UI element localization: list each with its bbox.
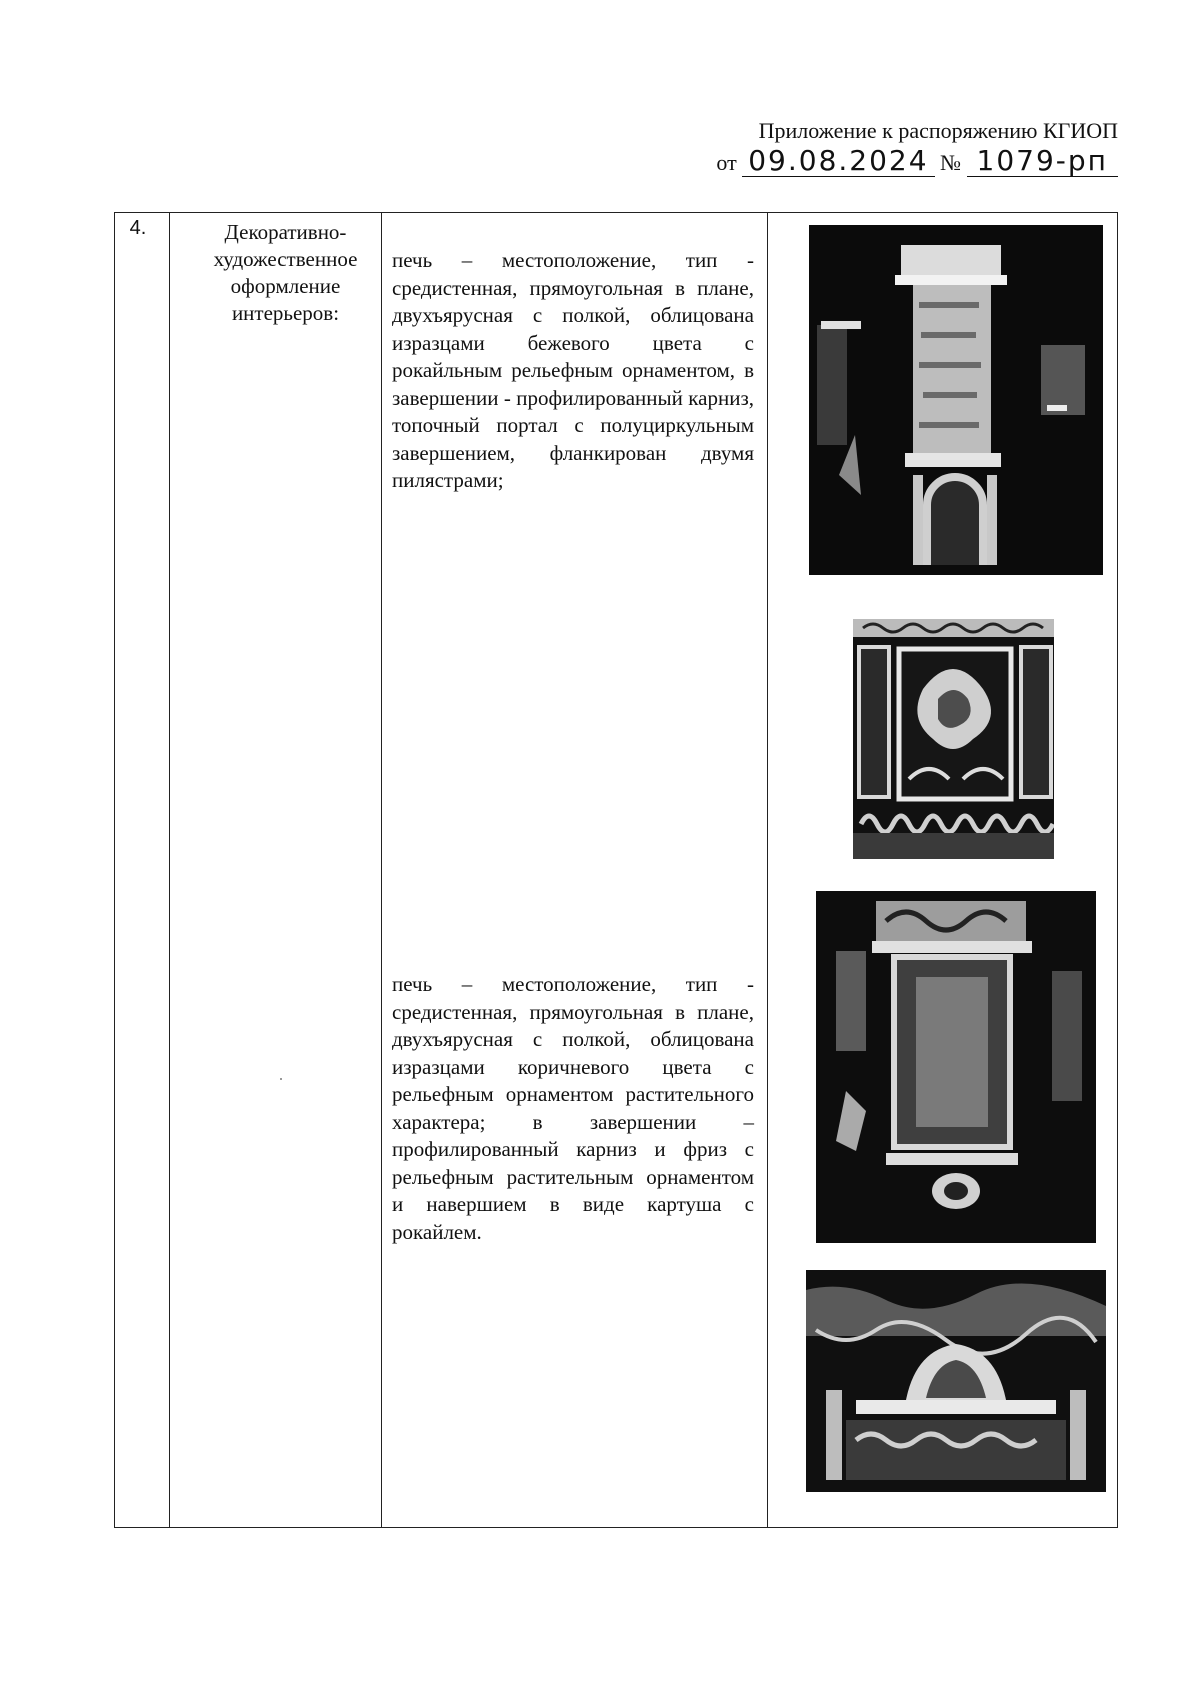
scan-speck (280, 1078, 282, 1080)
date-prefix: от (716, 150, 737, 175)
stove-photo-icon (816, 891, 1096, 1243)
row-photos-cell (768, 213, 1118, 1528)
description-stove-1: печь – местоположение, тип - средистенная, прямоугольная в плане, двухъярусная с полкой, облицована изразцами бежевого цвета с рокайльным рельефным орнаментом, в завершении - профилированный карниз, топочный портал с полуциркульным завершением, фланкирован двумя пилястрами; (392, 248, 754, 492)
table-row (115, 213, 1118, 1528)
description-stove-2: печь – местоположение, тип - средистенная, прямоугольная в плане, двухъярусная с полкой, облицована изразцами коричневого цвета с рельефным орнаментом растительного характера; в завершении – профилированный карниз и фриз с рельефным растительным орнаментом и навершием в виде картуша с рокайлем. (392, 972, 754, 1244)
row-description-cell (382, 213, 768, 1528)
order-number: 1079-рп (967, 146, 1118, 177)
row-name-cell (170, 213, 382, 1528)
appendix-title: Приложение к распоряжению КГИОП (758, 118, 1118, 143)
row-number: 4. (129, 217, 147, 239)
stove-photo-icon (809, 225, 1103, 575)
row-name: Декоративно-художественное оформление интерьеров: (213, 220, 358, 325)
appendix-header (678, 116, 1118, 178)
cartouche-photo-icon (806, 1270, 1106, 1492)
row-number-cell (115, 213, 170, 1528)
tile-ornament-photo-icon (853, 619, 1054, 859)
order-reference (678, 146, 1118, 178)
objects-table (114, 212, 1118, 1528)
number-prefix: № (940, 150, 962, 175)
order-date: 09.08.2024 (742, 146, 934, 177)
